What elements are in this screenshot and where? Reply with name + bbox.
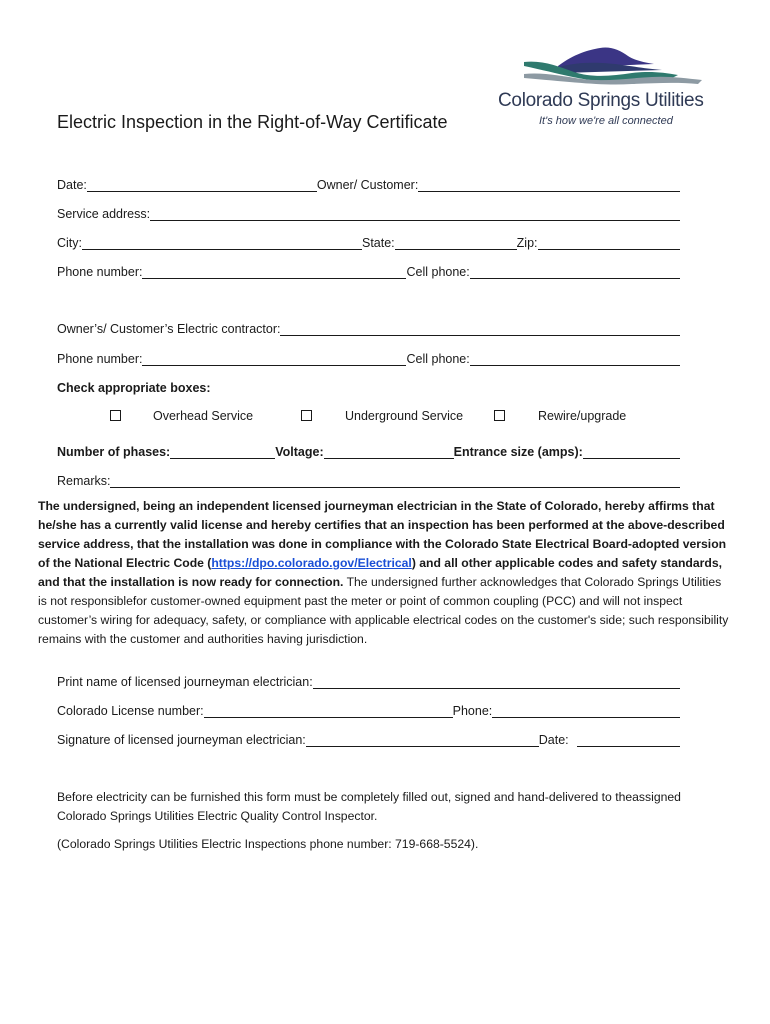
license-row xyxy=(57,700,680,718)
phases-label: Number of phases: xyxy=(57,445,171,459)
date-owner-row xyxy=(57,174,680,192)
signature-date-label: Date: xyxy=(538,733,569,747)
remarks-field[interactable] xyxy=(110,474,680,488)
contractor-cell-label: Cell phone: xyxy=(406,352,470,366)
city-label: City: xyxy=(57,236,82,250)
overhead-service-label: Overhead Service xyxy=(153,409,254,423)
license-phone-field[interactable] xyxy=(492,704,680,718)
underground-service-checkbox[interactable] xyxy=(301,410,312,421)
contractor-cell-field[interactable] xyxy=(470,352,680,366)
voltage-field[interactable] xyxy=(324,445,454,459)
owner-customer-label: Owner/ Customer: xyxy=(316,178,419,192)
cell-phone-label: Cell phone: xyxy=(406,265,470,279)
delivery-note: Before electricity can be furnished this form must be completely filled out, signed and hand-delivered to theassigned Colorado Springs Utilities Electric Quality Control Inspector. xyxy=(57,790,681,823)
signature-row xyxy=(57,729,680,747)
phases-field[interactable] xyxy=(170,445,275,459)
contractor-phone-label: Phone number: xyxy=(57,352,143,366)
logo-name: Colorado Springs Utilities xyxy=(498,90,704,111)
electric-contractor-field[interactable] xyxy=(280,322,680,336)
rewire-upgrade-checkbox[interactable] xyxy=(494,410,505,421)
underground-service-label: Underground Service xyxy=(345,409,464,423)
certification-bold-1: The undersigned, being an independent licensed journeyman electrician in the State of Colorado, hereby affirms that he/she has a currently valid license and hereby certifies that an inspection has been performed at the above-described service address, that the installation was done in compliance with the Colorado State Electrical Board-adopted version of the National Electric Code ( xyxy=(38,499,727,570)
state-label: State: xyxy=(362,236,395,250)
date-label: Date: xyxy=(57,178,87,192)
service-address-field[interactable] xyxy=(150,207,680,221)
certification-bold-2: ) and all other applicable codes and safety standards, and that the installation is now ready for connection. xyxy=(38,556,723,589)
license-number-field[interactable] xyxy=(204,704,453,718)
zip-field[interactable] xyxy=(538,236,680,250)
signature-label: Signature of licensed journeyman electrician: xyxy=(57,733,306,747)
service-type-checks xyxy=(57,407,680,427)
entrance-size-label: Entrance size (amps): xyxy=(453,445,583,459)
signature-field[interactable] xyxy=(306,733,539,747)
logo xyxy=(498,44,728,130)
owner-customer-field[interactable] xyxy=(418,178,680,192)
logo-tagline: It's how we're all connected xyxy=(539,115,673,127)
remarks-row xyxy=(57,470,680,488)
mountains-logo-icon xyxy=(522,44,708,86)
certification-statement xyxy=(38,497,730,649)
date-field[interactable] xyxy=(87,178,317,192)
electrical-link[interactable]: https://dpo.colorado.gov/Electrical xyxy=(211,556,412,570)
certification-text: The undersigned further acknowledges that Colorado Springs Utilities is not responsiblefor customer-owned equipment past the meter or point of common coupling (PCC) and will not inspect customer’s wiring for adequacy, safety, or compliance with applicable electrical codes on the customer's side; such responsibility remains with the customer and authorities having jurisdiction. xyxy=(38,575,729,646)
rewire-upgrade-label: Rewire/upgrade xyxy=(538,409,627,423)
print-name-row xyxy=(57,671,680,689)
entrance-size-field[interactable] xyxy=(583,445,680,459)
phone-row xyxy=(57,261,680,279)
contractor-row xyxy=(57,318,680,336)
license-number-label: Colorado License number: xyxy=(57,704,204,718)
zip-label: Zip: xyxy=(516,236,538,250)
contractor-phone-row xyxy=(57,348,680,366)
city-field[interactable] xyxy=(82,236,362,250)
contractor-phone-field[interactable] xyxy=(142,352,406,366)
city-state-zip-row xyxy=(57,232,680,250)
service-address-label: Service address: xyxy=(57,207,151,221)
phone-number-field[interactable] xyxy=(142,265,406,279)
license-phone-label: Phone: xyxy=(452,704,493,718)
overhead-service-checkbox[interactable] xyxy=(110,410,121,421)
print-name-label: Print name of licensed journeyman electrician: xyxy=(57,675,313,689)
cell-phone-field[interactable] xyxy=(470,265,680,279)
service-address-row xyxy=(57,203,680,221)
remarks-label: Remarks: xyxy=(57,474,111,488)
check-boxes-heading-row xyxy=(57,377,680,395)
specs-row xyxy=(57,441,680,459)
print-name-field[interactable] xyxy=(313,675,680,689)
contact-note: (Colorado Springs Utilities Electric Inspections phone number: 719-668-5524). xyxy=(57,837,479,851)
page-title: Electric Inspection in the Right-of-Way Certificate xyxy=(57,112,448,132)
electric-contractor-label: Owner’s/ Customer’s Electric contractor: xyxy=(57,322,281,336)
check-boxes-heading: Check appropriate boxes: xyxy=(57,381,211,395)
voltage-label: Voltage: xyxy=(275,445,324,459)
state-field[interactable] xyxy=(395,236,517,250)
phone-number-label: Phone number: xyxy=(57,265,143,279)
signature-date-field[interactable] xyxy=(577,733,680,747)
